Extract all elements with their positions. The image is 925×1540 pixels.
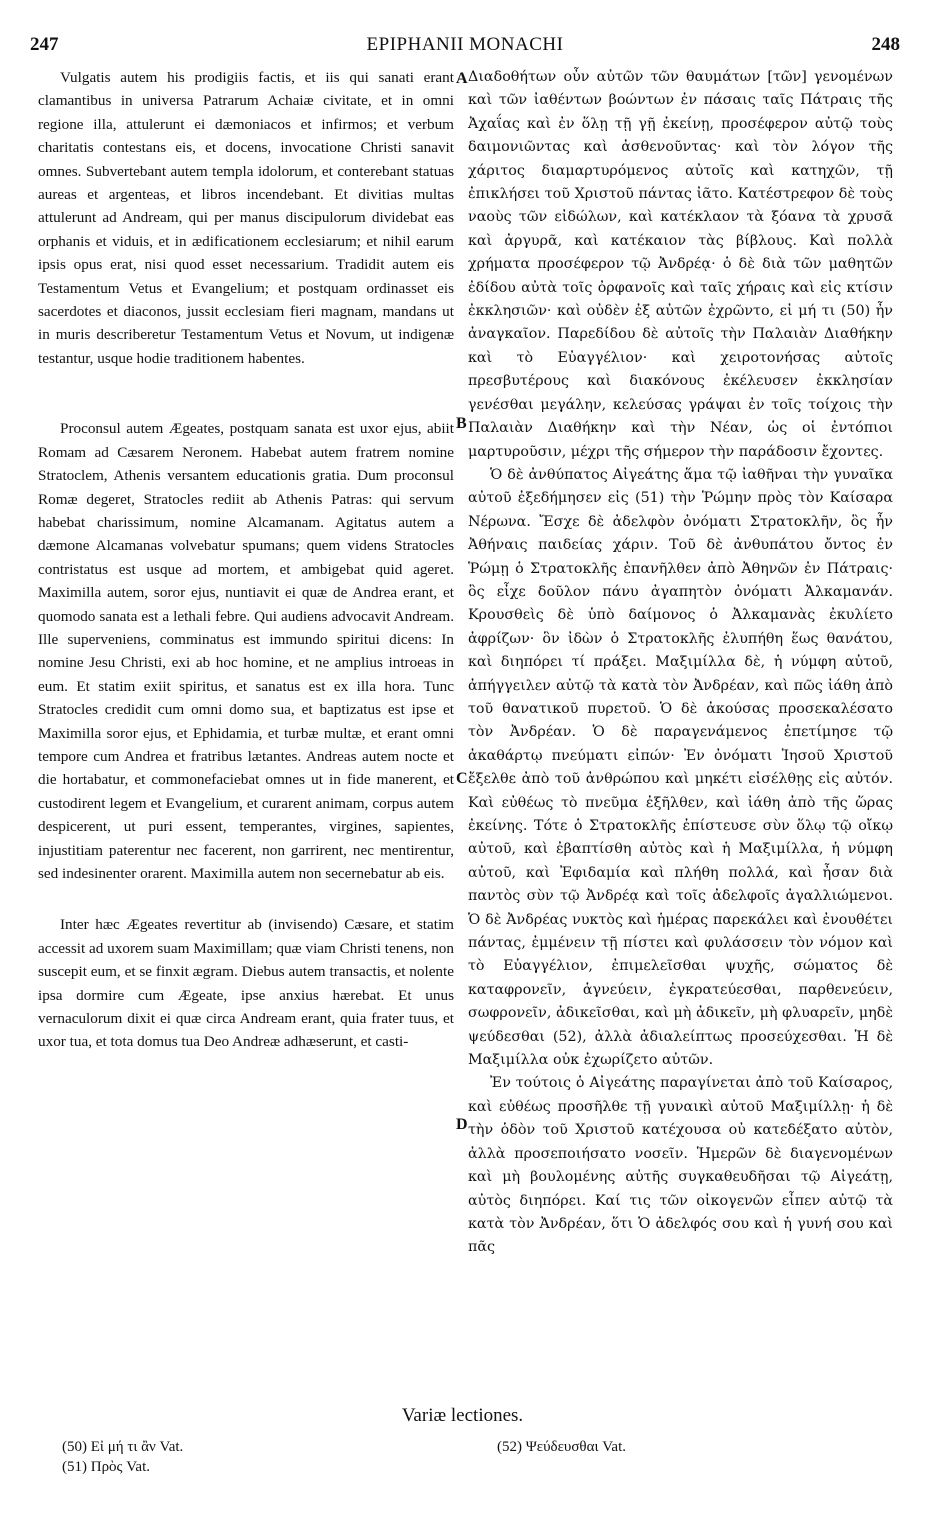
margin-letter-c: C [456,770,468,787]
margin-letter-d: D [456,1116,468,1133]
greek-column [468,66,893,1260]
latin-paragraph-2: Proconsul autem Ægeates, postquam sanata est uxor ejus, abiit Romam ad Cæsarem Neronem. Habebat autem fratrem nomine Stratoclem, Athenis versantem educationis gratia. Dum proconsul Romæ degeret, Stratocles rediit ab Athenis Patras: qui servum habebat charissimum, nomine Alcamanam. Agitatus autem a dæmone Alcamanas volvebatur spumans; quem videns Stratocles contristatus est usque ad mortem, et ambigebat quid ageret. Maximilla autem, soror ejus, nuntiavit ei quæ de Andrea erant, et quomodo sanata est a lethali febre. Qui audiens advocavit Andream. Ille superveniens, comminatus est immundo spiritui dicens: In nomine Jesu Christi, exi ab hoc homine, et ne amplius introeas in eum. Et statim exiit spiritus, et sanatus est ex illa hora. Tunc Stratocles credidit cum omni domo sua, et baptizatus est ipse et Maximilla soror ejus, et Ephidamia, et turbæ multæ, et erant omni tempore cum Andrea et fratribus lætantes. Andreas autem nocte et die hortabatur, et commonefaciebat omnes ut in fide manerent, et custodirent legem et Evangelium, et curarent animam, corpus autem despicerent, ut puri essent, temperantes, virgines, sapientes, injustitiam paterentur nec facerent, non garrirent, nec mentirentur, sed indesinenter orarent. Maximilla autem non secernebatur ab eis. [38,420,454,882]
footnote-50: (50) Εἰ μή τι ἂν Vat. [62,1439,184,1455]
margin-letter-a: A [456,70,468,87]
greek-paragraph-2: Ὁ δὲ ἀνθύπατος Αἰγεάτης ἅμα τῷ ἰαθῆναι τὴν γυναῖκα αὐτοῦ ἐξεδήμησεν εἰς (51) τὴν Ῥώμην πρὸς τὸν Καίσαρα Νέρωνα. Ἔσχε δὲ ἀδελφὸν ὀνόματι Στρατοκλῆν, ὃς ἦν Ἀθήναις παιδείας χάριν. Τοῦ δὲ ἀνθυπάτου ὄντος ἐν Ῥώμῃ ὁ Στρατοκλῆς ἐπανῆλθεν ἀπὸ Ἀθηνῶν ἐν Πάτραις· ὃς εἶχε δοῦλον πάνυ ἀγαπητὸν ὀνόματι Ἀλκαμανάν. Κρουσθεὶς δὲ ὑπὸ δαίμονος ὁ Ἀλκαμανὰς ἐκυλίετο ἀφρίζων· ὃν ἰδὼν ὁ Στρατοκλῆς ἐλυπήθη ἕως θανάτου, καὶ διηπόρει τί πράξει. Μαξιμίλλα δὲ, ἡ νύμφη αὐτοῦ, ἀπήγγειλεν αὐτῷ τὰ κατὰ τὸν Ἀνδρέαν, καὶ πῶς ἰάθη ἀπὸ τοῦ θανατικοῦ πυρετοῦ. Ὁ δὲ ἀκούσας προσεκαλέσατο τὸν Ἀνδρέαν. Ὁ δὲ παραγενάμενος ἐπετίμησε τῷ ἀκαθάρτῳ πνεύματι εἰπών· Ἐν ὀνόματι Ἰησοῦ Χριστοῦ ἔξελθε ἀπὸ τοῦ ἀνθρώπου καὶ μηκέτι εἰσέλθῃς εἰς αὐτόν. Καὶ εὐθέως τὸ πνεῦμα ἐξῆλθεν, καὶ ἰάθη ἀπὸ τῆς ὥρας ἐκείνης. Τότε ὁ Στρατοκλῆς ἐπίστευσε σὺν ὅλῳ τῷ οἴκῳ αὐτοῦ, καὶ ἐβαπτίσθη αὐτὸς καὶ ἡ Μαξιμίλλα, ἡ νύμφη αὐτοῦ, καὶ Ἐφιδαμία καὶ πλήθη πολλά, καὶ ἦσαν διὰ παντὸς σὺν τῷ Ἀνδρέᾳ καὶ τοῖς ἀδελφοῖς ἀγαλλιώμενοι. Ὁ δὲ Ἀνδρέας νυκτὸς καὶ ἡμέρας παρεκάλει καὶ ἐνουθέτει πάντας, ἐμμένειν τῇ πίστει καὶ φυλάσσειν τὸν νόμον καὶ τὸ Εὐαγγέλιον, ἐπιμελεῖσθαι ψυχῆς, σώματος δὲ καταφρονεῖν, ἁγνεύειν, ἐγκρατεύεσθαι, παρθενεύειν, σωφρονεῖν, ἀδικεῖσθαι, καὶ μὴ ἀδικεῖν, μὴ φλυαρεῖν, μηδὲ ψεύδεσθαι (52), ἀλλὰ ἀδιαλείπτως προσεύχεσθαι. Ἡ δὲ Μαξιμίλλα οὐκ ἐχωρίζετο αὐτῶν. [468,466,893,1069]
latin-paragraph-3: Inter hæc Ægeates revertitur ab (invisendo) Cæsare, et statim accessit ad uxorem suam Maximillam; quæ viam Christi tenens, non suscepit eum, et se finxit ægram. Diebus autem transactis, et nolente ipsa dormire cum Ægeate, ipse anxius hærebat. Et unus vernaculorum dixit ei quæ circa Andream erant, quia frater tuus, et uxor tua, et tota domus tua Deo Andreæ adhæserunt, et casti- [38,916,454,1051]
margin-letter-b: B [456,415,467,432]
running-title: EPIPHANII MONACHI [366,34,564,55]
running-head [30,34,900,66]
page-number-left: 247 [30,34,59,55]
page-number-right: 248 [871,34,900,55]
greek-paragraph-1: Διαδοθήτων οὖν αὐτῶν τῶν θαυμάτων [τῶν] γενομένων καὶ τῶν ἰαθέντων βοώντων ἐν πάσαις ταῖς Πάτραις τῆς Ἀχαΐας καὶ ἐν ὅλῃ τῇ γῇ ἐκείνῃ, προσέφερον αὐτῷ τοὺς δαιμονιῶντας καὶ ἀσθενοῦντας· καὶ τὸν λόγον τῆς χάριτος διαμαρτυρόμενος αὐτοῖς καὶ κατηχῶν, τῇ ἐπικλήσει τοῦ Χριστοῦ πάντας ἰᾶτο. Κατέστρεφον δὲ τοὺς ναοὺς τῶν εἰδώλων, καὶ κατέκλαον τὰ ξόανα τὰ χρυσᾶ καὶ ἀργυρᾶ, καὶ κατέκαιον τὰς βίβλους. Καὶ πολλὰ χρήματα προσέφερον τῷ Ἀνδρέᾳ· ὁ δὲ διὰ τῶν μαθητῶν ἐδίδου αὐτὰ τοῖς ὀρφανοῖς καὶ ταῖς χήραις καὶ εἰς κτίσιν ἐκκλησιῶν· καὶ οὐδὲν ἐξ αὐτῶν ἐχρῶντο, εἰ μή τι (50) ἦν ἀναγκαῖον. Παρεδίδου δὲ αὐτοῖς τὴν Παλαιὰν Διαθήκην καὶ τὸ Εὐαγγέλιον· καὶ χειροτονήσας αὐτοῖς πρεσβυτέρους καὶ διακόνους ἐκέλευσεν ἐκκλησίαν γενέσθαι μεγάλην, κελεύσας γράψαι ἐν τοῖς τοίχοις τὴν Παλαιὰν Διαθήκην καὶ τὴν Νέαν, ὡς οἱ ἐντόπιοι μαρτυροῦσιν, μέχρι τῆς σήμερον τὴν παράδοσιν ἔχοντες. [468,69,893,460]
latin-column [38,66,454,1054]
variae-lectiones-heading: Variæ lectiones. [401,1405,524,1426]
footnote-52: (52) Ψεύδευσθαι Vat. [497,1439,626,1455]
greek-paragraph-3: Ἐν τούτοις ὁ Αἰγεάτης παραγίνεται ἀπὸ τοῦ Καίσαρος, καὶ εὐθέως προσῆλθε τῇ γυναικὶ αὐτοῦ Μαξιμίλλῃ· ἡ δὲ τὴν ὁδὸν τοῦ Χριστοῦ κατέχουσα οὐ κατεδέξατο αὐτὸν, ἀλλὰ προσεποιήσατο νοσεῖν. Ἡμερῶν δὲ διαγενομένων καὶ μὴ βουλομένης αὐτῆς συγκαθευδῆσαι τῷ Αἰγεάτῃ, αὐτὸς διηπόρει. Καί τις τῶν οἰκογενῶν εἶπεν αὐτῷ τὰ κατὰ τὸν Ἀνδρέαν, ὅτι Ὁ ἀδελφός σου καὶ ἡ γυνή σου καὶ πᾶς [468,1075,893,1256]
footnote-51: (51) Πρὸς Vat. [62,1459,150,1475]
latin-paragraph-1: Vulgatis autem his prodigiis factis, et iis qui sanati erant clamantibus in universa Patrarum Achaiæ civitate, et in omni regione illa, attulerunt ei dæmoniacos et infirmos; et verbum charitatis contestans eis, et docens, invocatione Christi sanavit omnes. Subvertebant autem templa idolorum, et conterebant statuas aureas et argenteas, et libros incendebant. Et divitias multas attulerunt ad Andream, qui per manus discipulorum dividebat eas orphanis et viduis, et in ædificationem ecclesiarum; et nihil earum ipsis opus erat, nisi quod esset necessarium. Tradidit autem eis Testamentum Vetus et Evangelium; et postquam ordinasset eis sacerdotes et diaconos, jussit ecclesiam fieri magnam, mandans ut in muris describeretur Testamentum Vetus et Novum, ut indigenæ testantur, usque hodie traditionem habentes. [38,69,454,367]
